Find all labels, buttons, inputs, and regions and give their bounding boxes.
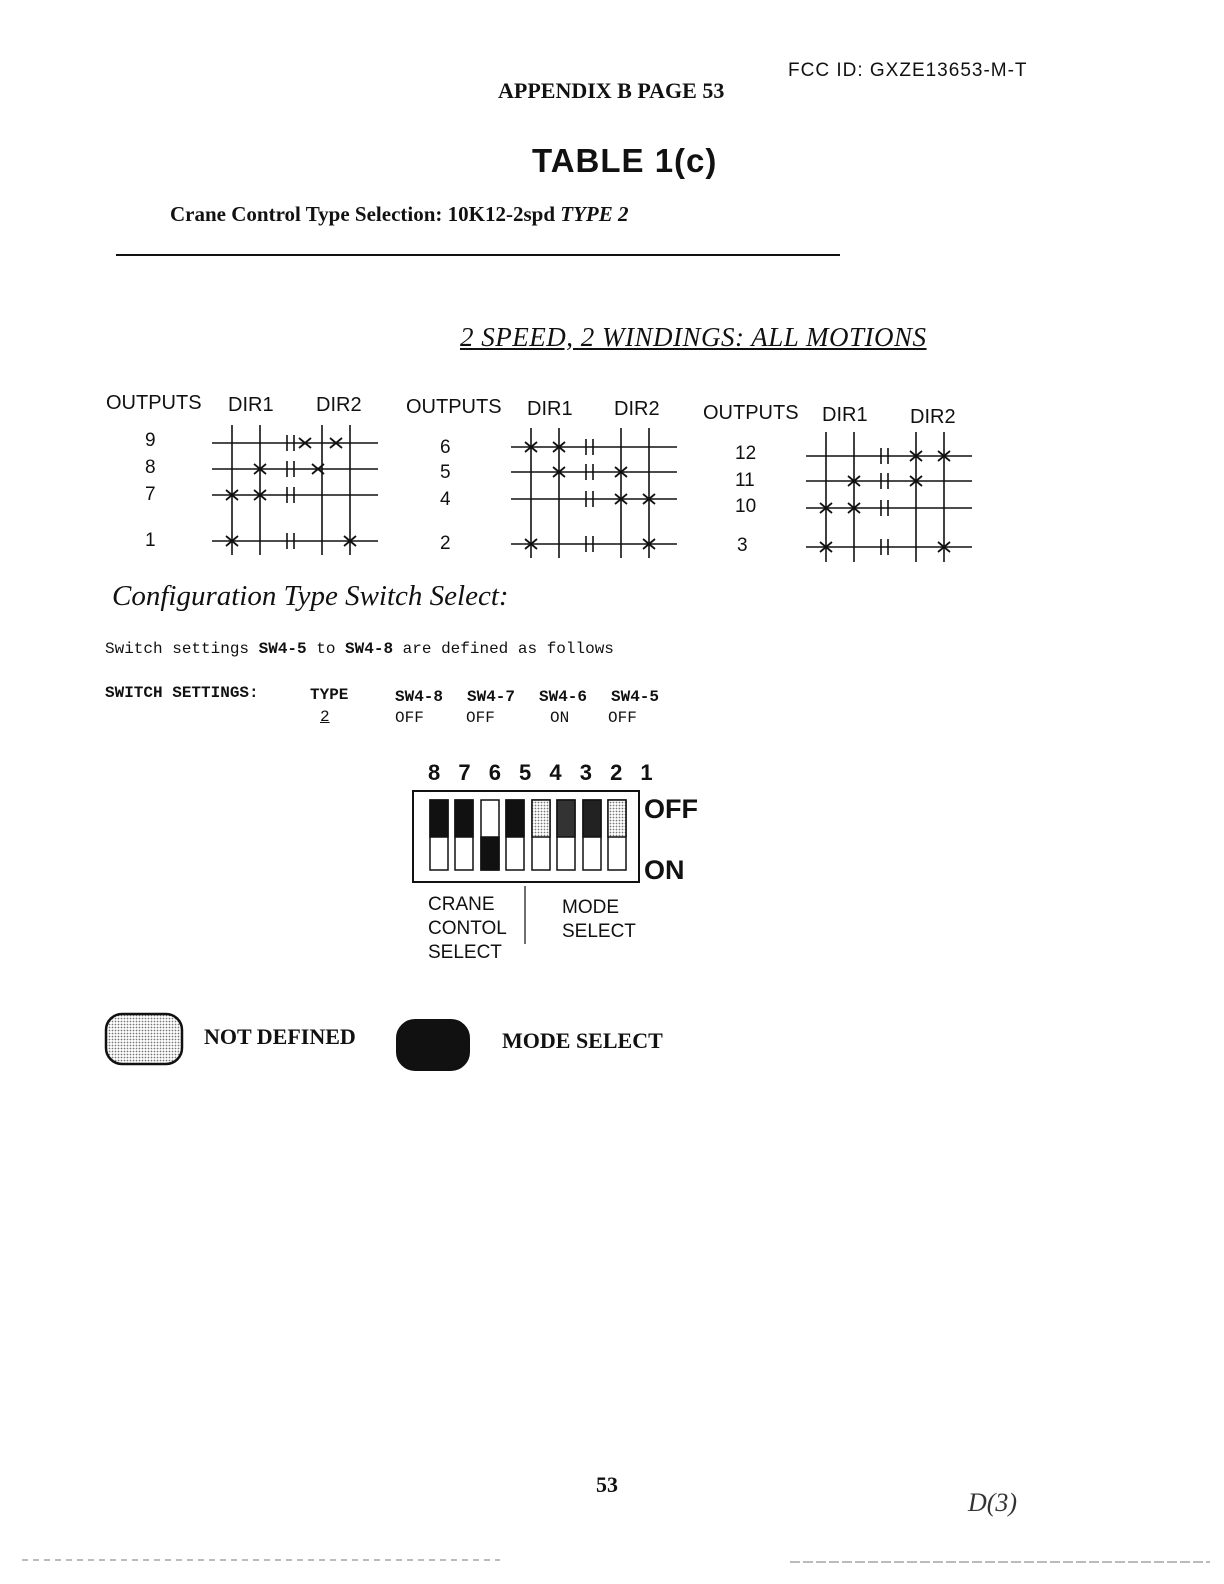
caption-line: SELECT <box>428 942 502 963</box>
on-label: ON <box>644 855 685 885</box>
switch-text-part: SW4-8 <box>345 640 394 658</box>
sw-value: OFF <box>466 709 495 727</box>
off-label: OFF <box>644 794 698 824</box>
switch-text-part: are defined as follows <box>393 640 614 658</box>
page-number: 53 <box>596 1472 618 1497</box>
diagram-2-dir2-label: DIR2 <box>614 398 660 420</box>
diagram-2-row-label: 6 <box>440 437 451 458</box>
diagram-2-outputs-label: OUTPUTS <box>406 396 502 418</box>
diagram-1-outputs-label: OUTPUTS <box>106 392 202 414</box>
table-title: TABLE 1(c) <box>532 142 718 179</box>
config-heading: Configuration Type Switch Select: <box>112 580 509 612</box>
appendix-page-heading: APPENDIX B PAGE 53 <box>498 78 725 103</box>
diagram-3-dir1-label: DIR1 <box>822 404 868 426</box>
caption-line: CONTOL <box>428 918 507 939</box>
diagram-2-row-label: 5 <box>440 462 451 483</box>
sw-value: ON <box>550 709 570 727</box>
diagram-3-dir2-label: DIR2 <box>910 406 956 428</box>
sw-value: OFF <box>608 709 637 727</box>
diagram-1-dir2-label: DIR2 <box>316 394 362 416</box>
diagram-1-row-label: 7 <box>145 484 156 505</box>
sw-column-header: SW4-5 <box>611 688 660 706</box>
diagram-3-row-label: 3 <box>737 535 748 556</box>
fcc-id: FCC ID: GXZE13653-M-T <box>788 60 1028 81</box>
diagram-3-row-label: 10 <box>735 496 757 517</box>
sw-value: OFF <box>395 709 424 727</box>
diagram-3-row-label: 12 <box>735 443 757 464</box>
sw-column-header: SW4-6 <box>539 688 588 706</box>
caption-line: CRANE <box>428 894 495 915</box>
diagram-1-row-label: 8 <box>145 457 156 478</box>
diagram-2-row-label: 4 <box>440 489 451 510</box>
switch-text-part: to <box>306 640 346 658</box>
diagram-1-dir1-label: DIR1 <box>228 394 274 416</box>
legend-mode-select: MODE SELECT <box>502 1028 663 1053</box>
type-label: TYPE <box>310 686 349 704</box>
diagram-2-dir1-label: DIR1 <box>527 398 573 420</box>
legend-not-defined: NOT DEFINED <box>204 1024 356 1049</box>
speed-heading: 2 SPEED, 2 WINDINGS: ALL MOTIONS <box>460 322 927 352</box>
switch-text-part: SW4-5 <box>258 640 307 658</box>
switch-text-part: Switch settings <box>105 640 259 658</box>
diagram-1-row-label: 9 <box>145 430 156 451</box>
sw-column-header: SW4-8 <box>395 688 444 706</box>
caption-line: SELECT <box>562 921 636 942</box>
type-value: 2 <box>320 708 330 726</box>
handwritten-note: D(3) <box>968 1488 1018 1517</box>
caption-line: MODE <box>562 897 619 918</box>
diagram-3-outputs-label: OUTPUTS <box>703 402 799 424</box>
switch-settings-label: SWITCH SETTINGS: <box>105 684 259 702</box>
diagram-2-row-label: 2 <box>440 533 451 554</box>
sw-column-header: SW4-7 <box>467 688 516 706</box>
diagram-1-row-label: 1 <box>145 530 156 551</box>
subtitle-prefix: Crane Control Type Selection: 10K12-2spd <box>170 202 556 226</box>
diagram-3-row-label: 11 <box>735 470 755 491</box>
subtitle-type: TYPE 2 <box>560 202 629 226</box>
dip-switch-numbers: 8 7 6 5 4 3 2 1 <box>428 760 659 785</box>
